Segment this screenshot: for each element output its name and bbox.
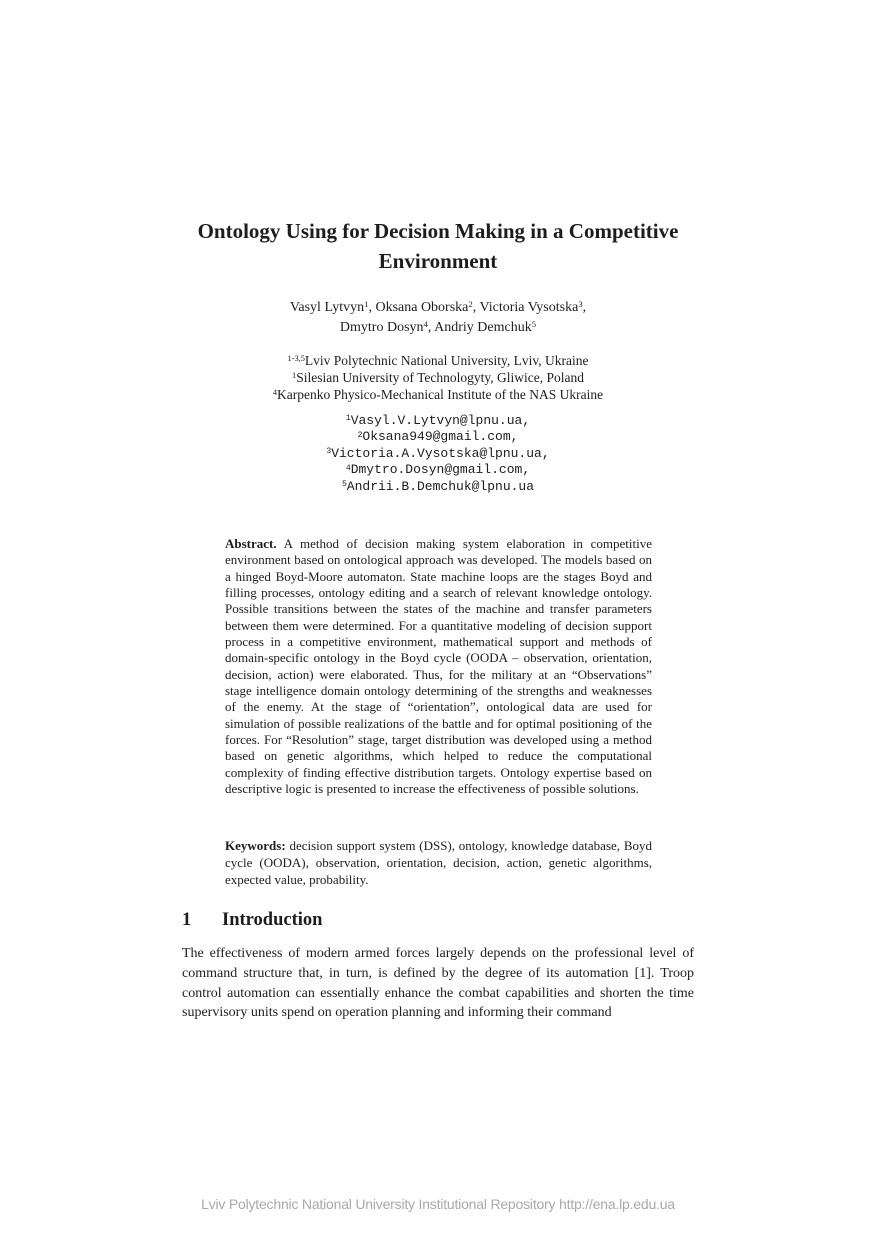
email-line: $^3$Victoria.A.Vysotska@lpnu.ua, bbox=[326, 445, 550, 461]
section-title: Introduction bbox=[222, 910, 323, 930]
paper-title-line-2: Environment bbox=[378, 249, 498, 273]
email-line: $^1$Vasyl.V.Lytvyn@lpnu.ua, bbox=[345, 413, 531, 428]
affiliation-line: $^{1-3,5}$Lviv Polytechnic National University, Lviv, Ukraine bbox=[287, 353, 589, 368]
paper-title bbox=[0, 216, 876, 276]
keywords-block bbox=[225, 838, 652, 888]
section-heading bbox=[182, 910, 322, 931]
affiliation-line: $^4$Karpenko Physico-Mechanical Institute of the NAS Ukraine bbox=[272, 387, 604, 402]
abstract-text: A method of decision making system elaboration in competitive environment based on ontological approach was developed. The models based on a hinged Boyd-Moore automaton. State machine loops are the stages Boyd and filling processes, ontology editing and a search of relevant knowledge ontology. Possible transitions between the states of the machine and transfer parameters between them were determined. For a quantitative modeling of decision support process in a competitive environment, mathematical support and methods of domain-specific ontology in the Boyd cycle (OODA – observation, orientation, decision, action) were elaborated. Thus, for the military at an “Observations” stage intelligence domain ontology determining of the strengths and weaknesses of the enemy. At the stage of “orientation”, ontological data are used for simulation of possible realizations of the battle and for optimal positioning of the forces. For “Resolution” stage, target distribution was developed using a method based on genetic algorithms, which helped to reduce the computational complexity of finding effective distribution targets. Ontology expertise based on descriptive logic is presented to increase the effectiveness of possible solutions. bbox=[225, 536, 652, 797]
abstract-label: Abstract. bbox=[225, 536, 277, 551]
author-line-2: Dmytro Dosyn$^4$, Andriy Demchuk$^5$ bbox=[339, 319, 537, 335]
keywords-label: Keywords: bbox=[225, 838, 286, 853]
keywords-text: decision support system (DSS), ontology, knowledge database, Boyd cycle (OODA), observation, orientation, decision, action, genetic algorithms, expected value, probability. bbox=[225, 838, 652, 887]
email-list bbox=[0, 413, 876, 495]
affiliation-list bbox=[0, 352, 876, 403]
email-line: $^2$Oksana949@gmail.com, bbox=[357, 429, 519, 445]
email-line: $^4$Dmytro.Dosyn@gmail.com, bbox=[345, 462, 531, 478]
repository-footer: Lviv Polytechnic National University Institutional Repository http://ena.lp.edu.ua bbox=[201, 1196, 675, 1212]
email-line: $^5$Andrii.B.Demchuk@lpnu.ua bbox=[341, 478, 535, 494]
author-list bbox=[0, 298, 876, 338]
author-line-1: Vasyl Lytvyn$^1$, Oksana Oborska$^2$, Victoria Vysotska$^3$, bbox=[289, 299, 587, 315]
body-paragraph: The effectiveness of modern armed forces largely depends on the professional level of command structure that, in turn, is defined by the degree of its automation [1]. Troop control automation can essentially enhance the combat capabilities and shorten the time supervisory units spend on operation planning and informing their command bbox=[182, 946, 694, 1021]
abstract-block bbox=[225, 536, 652, 798]
affiliation-line: $^1$Silesian University of Technologyty, Gliwice, Poland bbox=[292, 370, 584, 385]
paper-title-line-1: Ontology Using for Decision Making in a Competitive bbox=[197, 219, 679, 243]
section-number: 1 bbox=[182, 910, 192, 930]
